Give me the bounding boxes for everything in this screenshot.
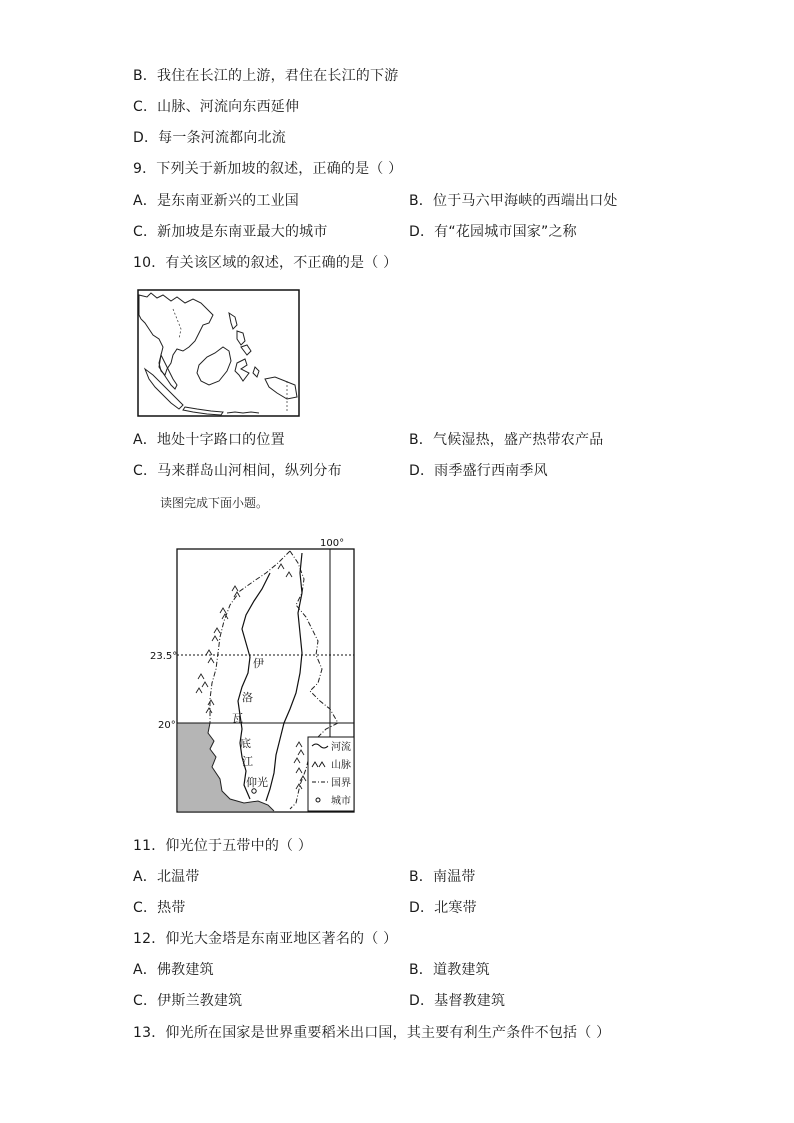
q11-option-d: D．北寒带: [409, 900, 477, 916]
q12-stem: 12．仰光大金塔是东南亚地区著名的（ ）: [133, 931, 398, 947]
q10-option-b: B．气候湿热，盛产热带农产品: [409, 432, 604, 448]
q9-stem: 9．下列关于新加坡的叙述，正确的是（ ）: [133, 161, 403, 177]
q11-stem: 11．仰光位于五带中的（ ）: [133, 838, 313, 854]
q8-option-d: D．每一条河流都向北流: [133, 130, 286, 146]
river-char-3: 瓦: [232, 712, 243, 725]
map-legend: [308, 737, 354, 811]
legend-mountain: 山脉: [331, 760, 351, 771]
q10-option-d: D．雨季盛行西南季风: [409, 463, 548, 479]
longitude-label: 100°: [320, 538, 345, 549]
legend-river: 河流: [331, 742, 351, 753]
q11-option-a: A．北温带: [133, 869, 200, 885]
q9-option-b: B．位于马六甲海峡的西端出口处: [409, 193, 618, 209]
q11-option-b: B．南温带: [409, 869, 476, 885]
q8-option-c: C．山脉、河流向东西延伸: [133, 99, 300, 115]
q12-option-c: C．伊斯兰教建筑: [133, 993, 243, 1009]
city-label: 仰光: [246, 776, 268, 789]
q9-option-a: A．是东南亚新兴的工业国: [133, 193, 299, 209]
river-char-5: 江: [242, 755, 253, 768]
q10-option-c: C．马来群岛山河相间，纵列分布: [133, 463, 342, 479]
q8-option-b: B．我住在长江的上游，君住在长江的下游: [133, 68, 399, 84]
q9-option-c: C．新加坡是东南亚最大的城市: [133, 224, 328, 240]
q10-option-a: A．地处十字路口的位置: [133, 432, 285, 448]
river-char-2: 洛: [242, 691, 253, 704]
latitude-label-23-5: 23.5°: [150, 651, 178, 662]
legend-city: 城市: [331, 796, 351, 807]
river-char-4: 底: [240, 737, 251, 750]
yangon-city-marker: [252, 789, 256, 793]
river-char-1: 伊: [253, 657, 264, 670]
q10-stem: 10．有关该区域的叙述，不正确的是（ ）: [133, 255, 398, 271]
reading-instruction: 读图完成下面小题。: [160, 496, 269, 510]
latitude-label-20: 20°: [158, 720, 176, 731]
q12-option-b: B．道教建筑: [409, 962, 490, 978]
myanmar-map: [150, 533, 362, 813]
q13-stem: 13．仰光所在国家是世界重要稻米出口国，其主要有利生产条件不包括（ ）: [133, 1025, 611, 1041]
legend-border: 国界: [331, 778, 351, 789]
q12-option-d: D．基督教建筑: [409, 993, 506, 1009]
southeast-asia-map: [137, 289, 300, 417]
q9-option-d: D．有“花园城市国家”之称: [409, 224, 577, 240]
q11-option-c: C．热带: [133, 900, 186, 916]
q12-option-a: A．佛教建筑: [133, 962, 214, 978]
